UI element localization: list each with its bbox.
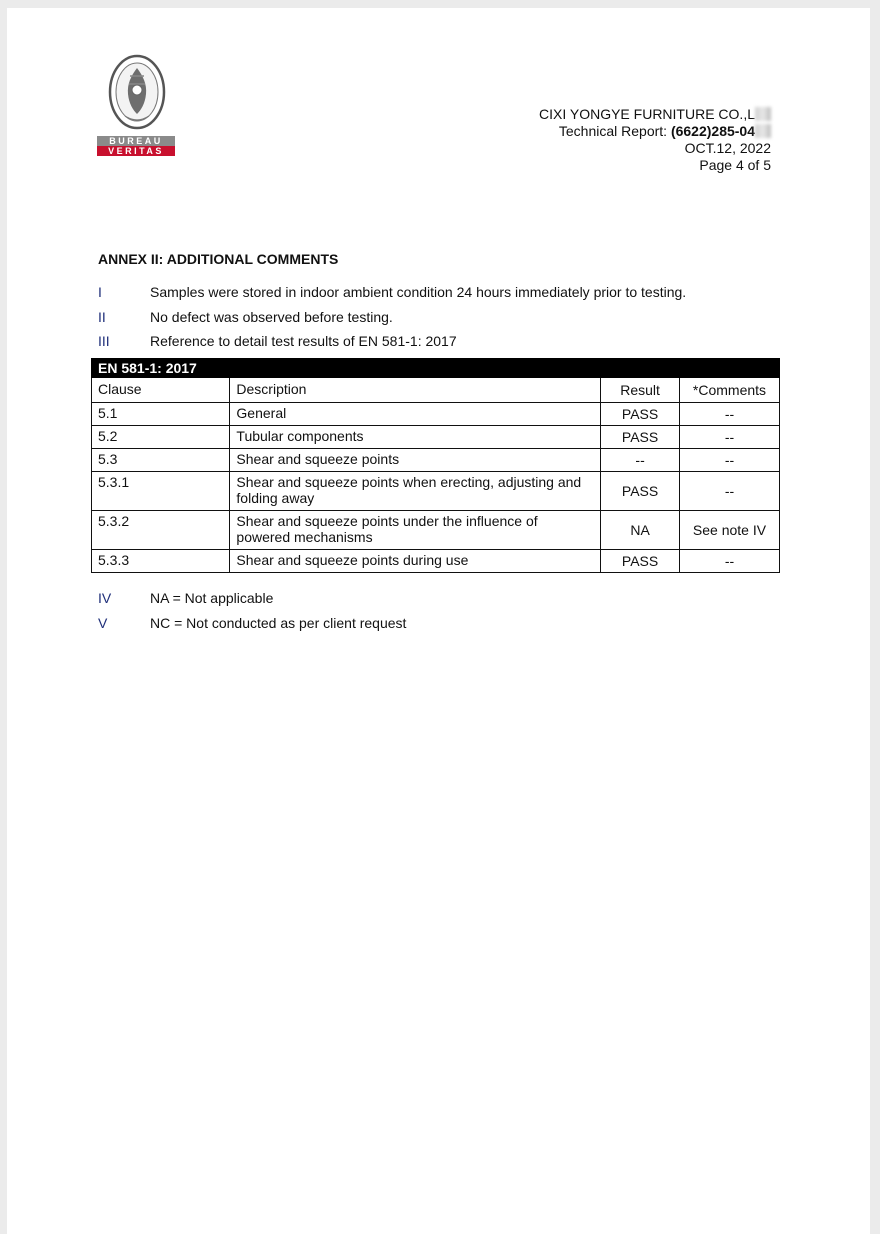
redaction-blur (755, 107, 771, 121)
clause-cell: 5.3.1 (92, 472, 230, 511)
standard-row (92, 359, 780, 378)
table-row (92, 511, 780, 550)
table-row (92, 403, 780, 426)
comments-cell: -- (679, 426, 779, 449)
company-name: CIXI YONGYE FURNITURE CO.,L (539, 106, 771, 123)
description-cell: Tubular components (230, 426, 601, 449)
report-number: (6622)285-04 (670, 123, 755, 139)
comments-cell: -- (679, 403, 779, 426)
result-cell: PASS (601, 403, 680, 426)
header-comments: *Comments (679, 378, 779, 403)
result-cell: PASS (601, 426, 680, 449)
report-header (539, 106, 771, 174)
table-row (92, 449, 780, 472)
comments-cell: -- (679, 550, 779, 573)
result-cell: PASS (601, 550, 680, 573)
description-cell: Shear and squeeze points under the influence of powered mechanisms (230, 511, 601, 550)
note-item: IV NA = Not applicable (98, 590, 274, 606)
test-results-table (91, 358, 780, 573)
result-cell: -- (601, 449, 680, 472)
seal-icon (97, 54, 177, 134)
result-cell: PASS (601, 472, 680, 511)
comments-cell: See note IV (679, 511, 779, 550)
document-page (7, 8, 870, 1234)
clause-cell: 5.1 (92, 403, 230, 426)
report-date: OCT.12, 2022 (684, 140, 771, 156)
comments-cell: -- (679, 472, 779, 511)
table-row (92, 472, 780, 511)
clause-cell: 5.3.3 (92, 550, 230, 573)
annex-title: ANNEX II: ADDITIONAL COMMENTS (98, 251, 339, 267)
clause-cell: 5.2 (92, 426, 230, 449)
header-description: Description (230, 378, 601, 403)
header-result: Result (601, 378, 680, 403)
logo-wordmark-bottom: VERITAS (97, 146, 175, 156)
header-clause: Clause (92, 378, 230, 403)
note-item: V NC = Not conducted as per client request (98, 615, 407, 631)
table-row (92, 550, 780, 573)
comments-cell: -- (679, 449, 779, 472)
logo-wordmark-top: BUREAU (97, 136, 175, 146)
description-cell: Shear and squeeze points when erecting, adjusting and folding away (230, 472, 601, 511)
comment-item: III Reference to detail test results of EN 581-1: 2017 (98, 333, 457, 349)
table-row (92, 426, 780, 449)
page-number: Page 4 of 5 (699, 157, 771, 173)
bureau-veritas-logo (97, 54, 187, 162)
table-header-row (92, 378, 780, 403)
comment-item: I Samples were stored in indoor ambient condition 24 hours immediately prior to testing. (98, 284, 687, 300)
report-number-line: Technical Report: (6622)285-04 (539, 123, 771, 140)
clause-cell: 5.3.2 (92, 511, 230, 550)
redaction-blur (755, 124, 771, 138)
description-cell: Shear and squeeze points during use (230, 550, 601, 573)
comment-item: II No defect was observed before testing. (98, 309, 393, 325)
description-cell: Shear and squeeze points (230, 449, 601, 472)
standard-title: EN 581-1: 2017 (92, 359, 780, 378)
description-cell: General (230, 403, 601, 426)
result-cell: NA (601, 511, 680, 550)
clause-cell: 5.3 (92, 449, 230, 472)
